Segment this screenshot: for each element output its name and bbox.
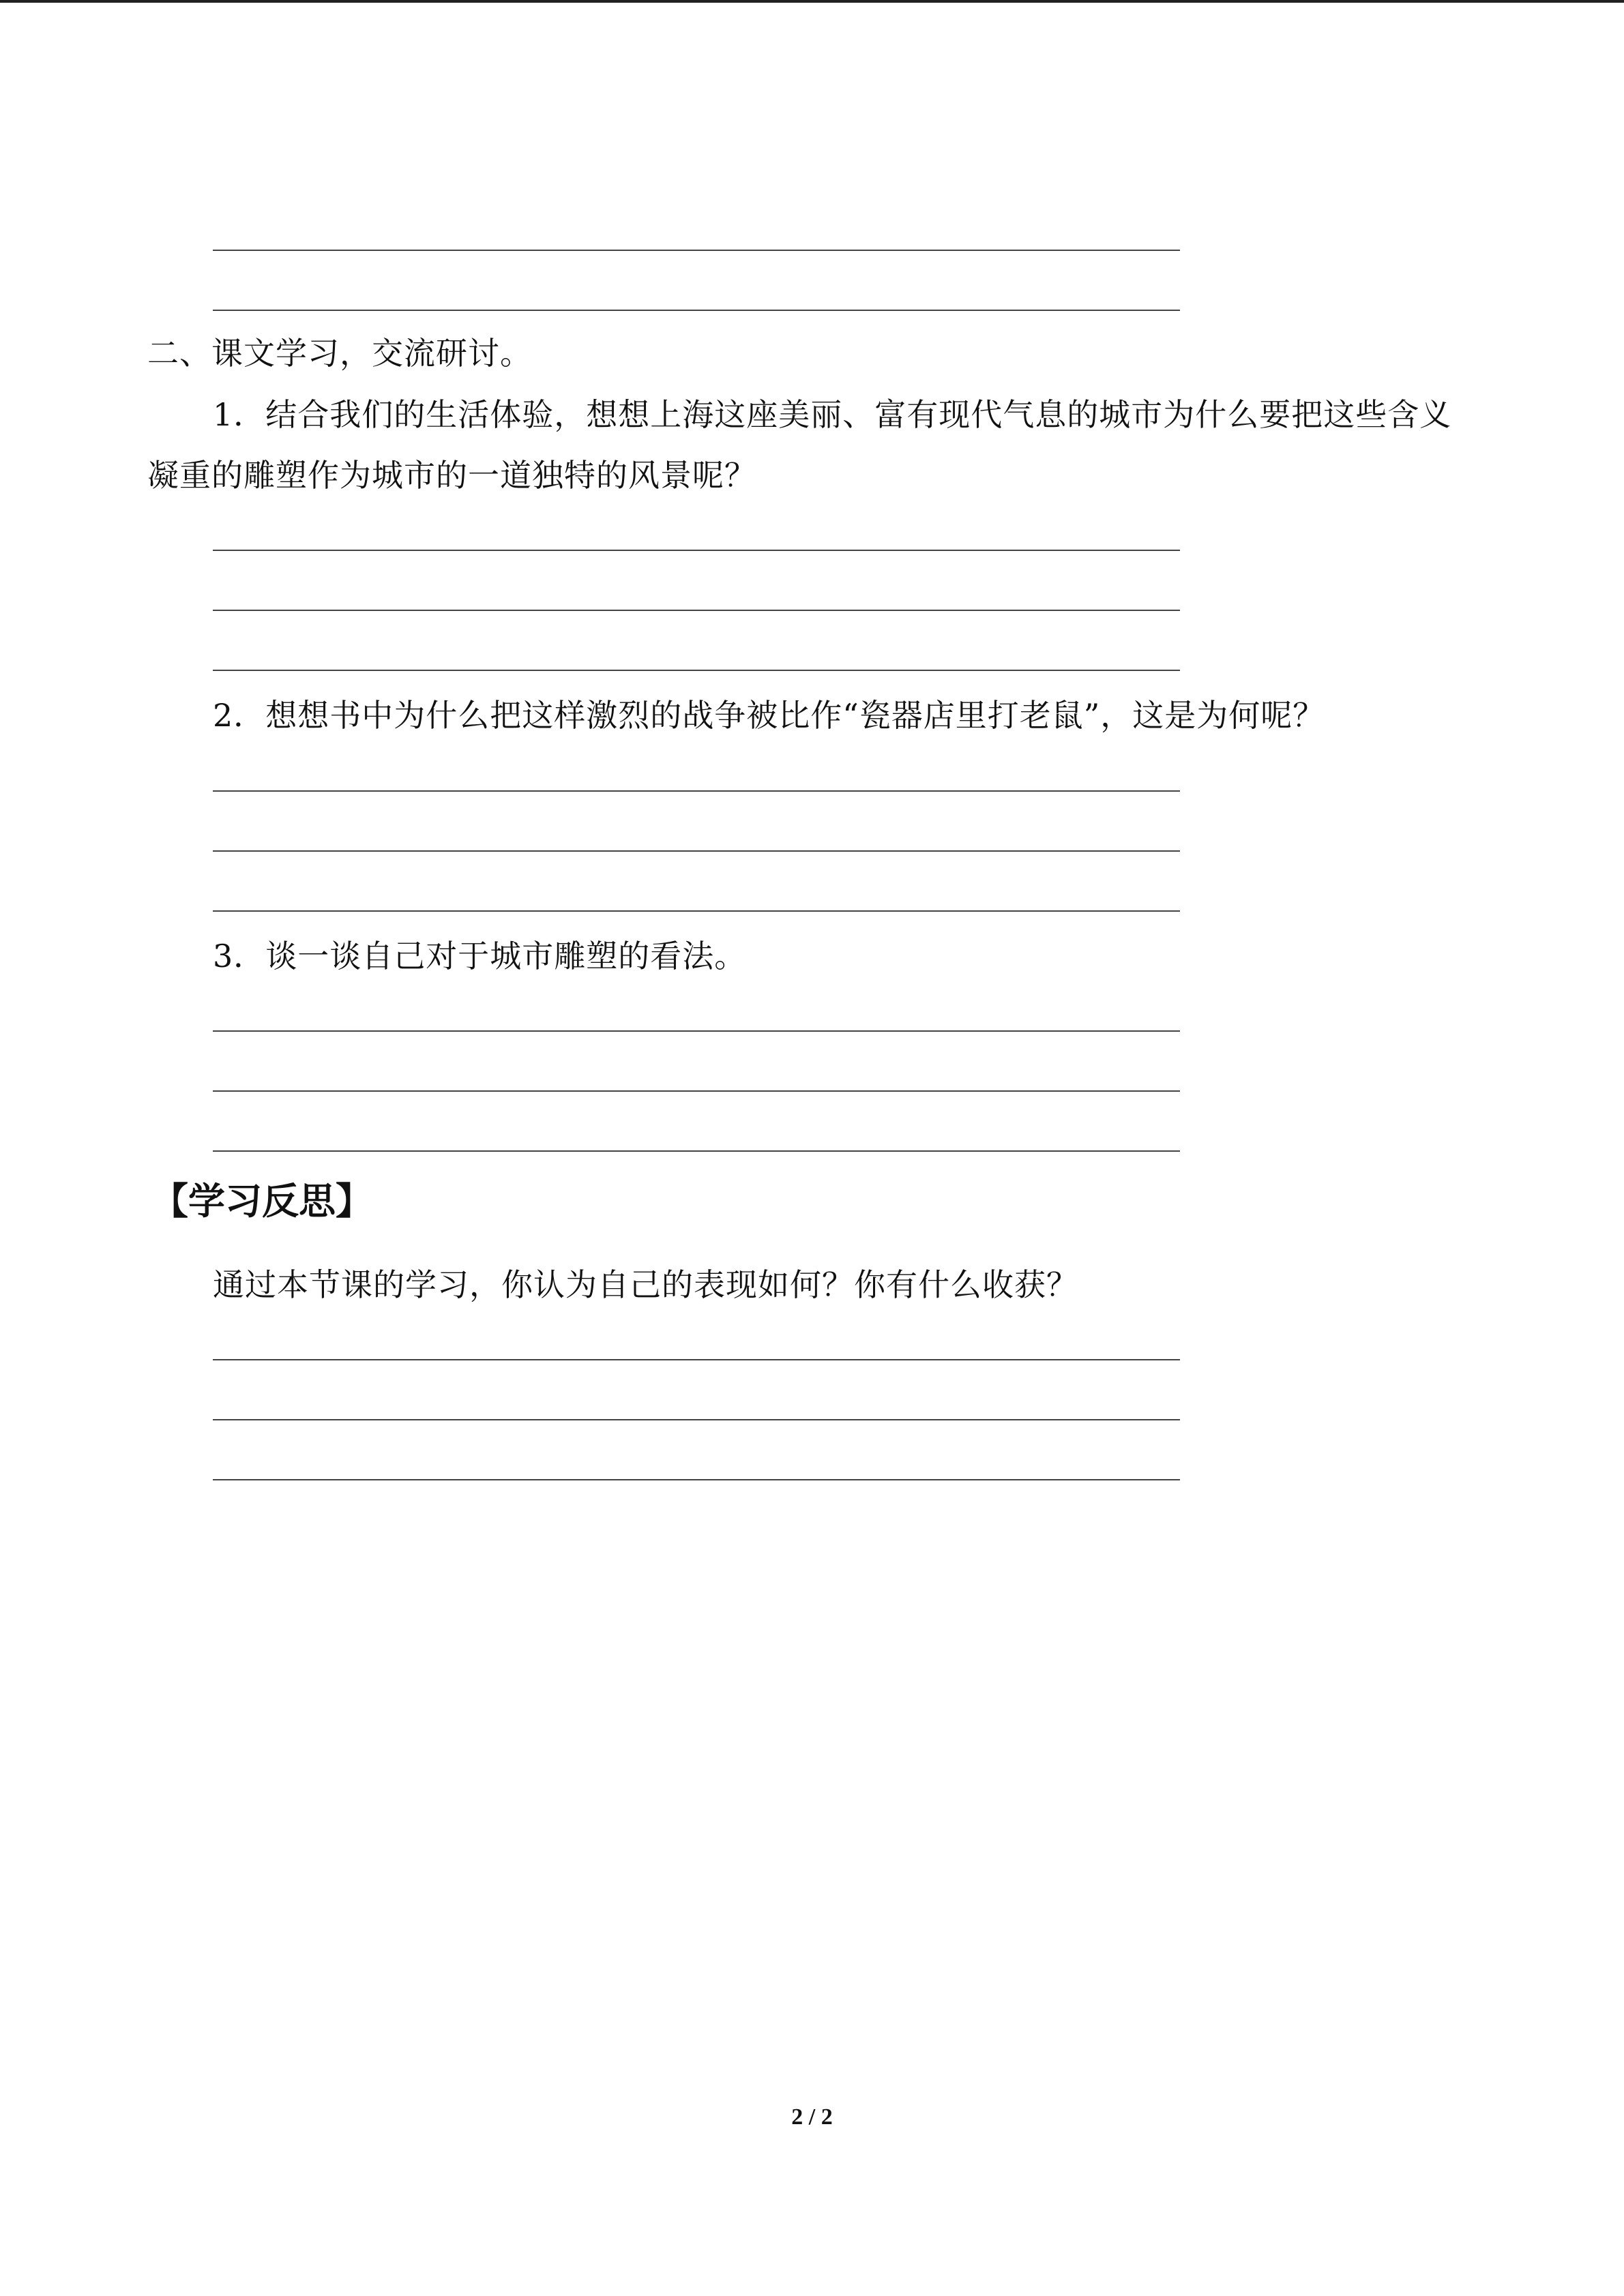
page-number: 2 / 2 [791,2104,833,2130]
answer-line-reflection-3[interactable] [213,1479,1180,1480]
answer-line-q3-3[interactable] [213,1150,1180,1152]
answer-line[interactable] [213,310,1180,311]
question-1-line-2: 凝重的雕塑作为城市的一道独特的风景呢？ [147,457,756,494]
answer-line-q3-1[interactable] [213,1030,1180,1032]
answer-line-q2-1[interactable] [213,790,1180,792]
answer-line-q1-3[interactable] [213,670,1180,671]
answer-line-reflection-2[interactable] [213,1419,1180,1420]
question-2: 2．想想书中为什么把这样激烈的战争被比作“瓷器店里打老鼠”，这是为何呢？ [213,697,1325,734]
reflection-prompt: 通过本节课的学习，你认为自己的表现如何？你有什么收获？ [213,1266,1078,1303]
answer-line-reflection-1[interactable] [213,1359,1180,1360]
page-top-border [0,0,1624,3]
question-3: 3．谈一谈自己对于城市雕塑的看法。 [213,938,747,974]
answer-line-q2-2[interactable] [213,850,1180,852]
answer-line-q1-1[interactable] [213,550,1180,551]
answer-line[interactable] [213,250,1180,251]
answer-line-q1-2[interactable] [213,610,1180,611]
section-title: 二、课文学习，交流研讨。 [147,335,532,372]
answer-line-q2-3[interactable] [213,910,1180,912]
reflection-heading: 【学习反思】 [151,1180,372,1223]
answer-line-q3-2[interactable] [213,1090,1180,1092]
question-1-line-1: 1．结合我们的生活体验，想想上海这座美丽、富有现代气息的城市为什么要把这些含义 [213,396,1452,433]
